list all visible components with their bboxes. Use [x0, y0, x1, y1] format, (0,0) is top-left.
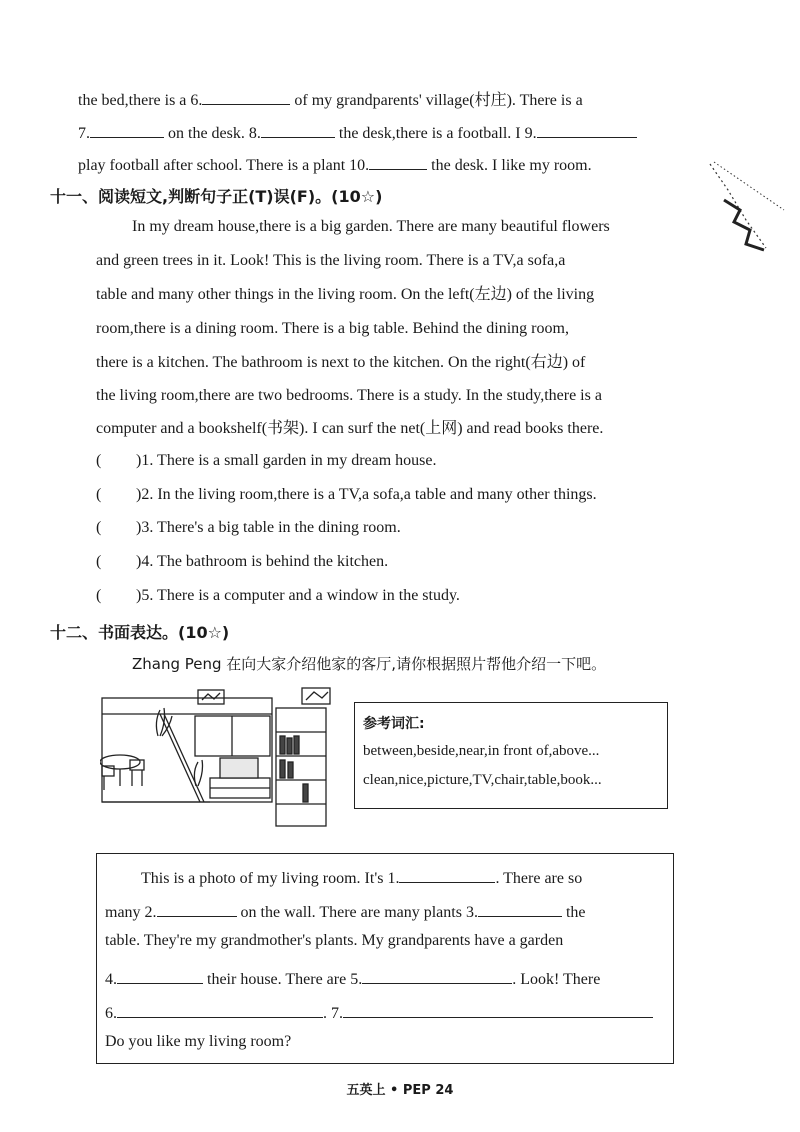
writing-blank-7[interactable]	[343, 999, 653, 1018]
vocabulary-box	[354, 702, 668, 809]
writing-line-2: many 2. on the wall. There are many plants 3. the	[105, 898, 586, 922]
question-2[interactable]: ( )2. In the living room,there is a TV,a sofa,a table and many other things.	[96, 486, 597, 503]
blank-7[interactable]	[90, 119, 164, 138]
writing-blank-2[interactable]	[157, 898, 237, 917]
question-5[interactable]: ( )5. There is a computer and a window in the study.	[96, 587, 460, 604]
writing-line-6: Do you like my living room?	[105, 1033, 292, 1050]
passage-line-3: play football after school. There is a plant 10. the desk. I like my room.	[78, 151, 592, 177]
writing-blank-3[interactable]	[478, 898, 562, 917]
writing-line-4: 4. their house. There are 5. . Look! There	[105, 965, 600, 989]
blank-10[interactable]	[369, 151, 427, 170]
blank-8[interactable]	[261, 119, 335, 138]
writing-box	[96, 853, 674, 1064]
writing-blank-5[interactable]	[362, 965, 512, 984]
blank-9[interactable]	[537, 119, 637, 138]
reading-line-7: computer and a bookshelf(书架). I can surf the net(上网) and read books there.	[96, 420, 604, 437]
living-room-illustration	[100, 686, 340, 828]
reading-line-4: room,there is a dining room. There is a big table. Behind the dining room,	[96, 320, 569, 337]
vocabulary-line-1: between,beside,near,in front of,above...	[363, 743, 600, 759]
writing-blank-6[interactable]	[117, 999, 323, 1018]
writing-blank-4[interactable]	[117, 965, 203, 984]
passage-line-2: 7. on the desk. 8. the desk,there is a football. I 9.	[78, 119, 637, 145]
reading-line-1: In my dream house,there is a big garden. There are many beautiful flowers	[132, 218, 610, 235]
vocabulary-title: 参考词汇:	[363, 716, 425, 732]
reading-line-3: table and many other things in the living room. On the left(左边) of the living	[96, 286, 595, 303]
reading-line-2: and green trees in it. Look! This is the living room. There is a TV,a sofa,a	[96, 252, 566, 269]
passage-line-1: the bed,there is a 6. of my grandparents' village(村庄). There is a	[78, 86, 583, 112]
writing-line-5: 6. . 7.	[105, 999, 653, 1023]
page-footer: 五英上 • PEP 24	[346, 1083, 454, 1098]
section-12-heading: 十二、书面表达。(10☆)	[50, 623, 230, 642]
stamp-mark	[706, 160, 786, 260]
question-1[interactable]: ( )1. There is a small garden in my dream house.	[96, 452, 437, 469]
reading-line-6: the living room,there are two bedrooms. There is a study. In the study,there is a	[96, 387, 602, 404]
writing-line-1: This is a photo of my living room. It's 1. . There are so	[141, 864, 582, 888]
writing-prompt: Zhang Peng 在向大家介绍他家的客厅,请你根据照片帮他介绍一下吧。	[132, 655, 607, 673]
section-11-heading: 十一、阅读短文,判断句子正(T)误(F)。(10☆)	[50, 187, 383, 206]
writing-line-3: table. They're my grandmother's plants. My grandparents have a garden	[105, 932, 564, 949]
writing-blank-1[interactable]	[399, 864, 495, 883]
vocabulary-line-2: clean,nice,picture,TV,chair,table,book...	[363, 772, 602, 788]
reading-line-5: there is a kitchen. The bathroom is next to the kitchen. On the right(右边) of	[96, 354, 586, 371]
blank-6[interactable]	[202, 86, 290, 105]
question-4[interactable]: ( )4. The bathroom is behind the kitchen.	[96, 553, 389, 570]
question-3[interactable]: ( )3. There's a big table in the dining room.	[96, 519, 401, 536]
